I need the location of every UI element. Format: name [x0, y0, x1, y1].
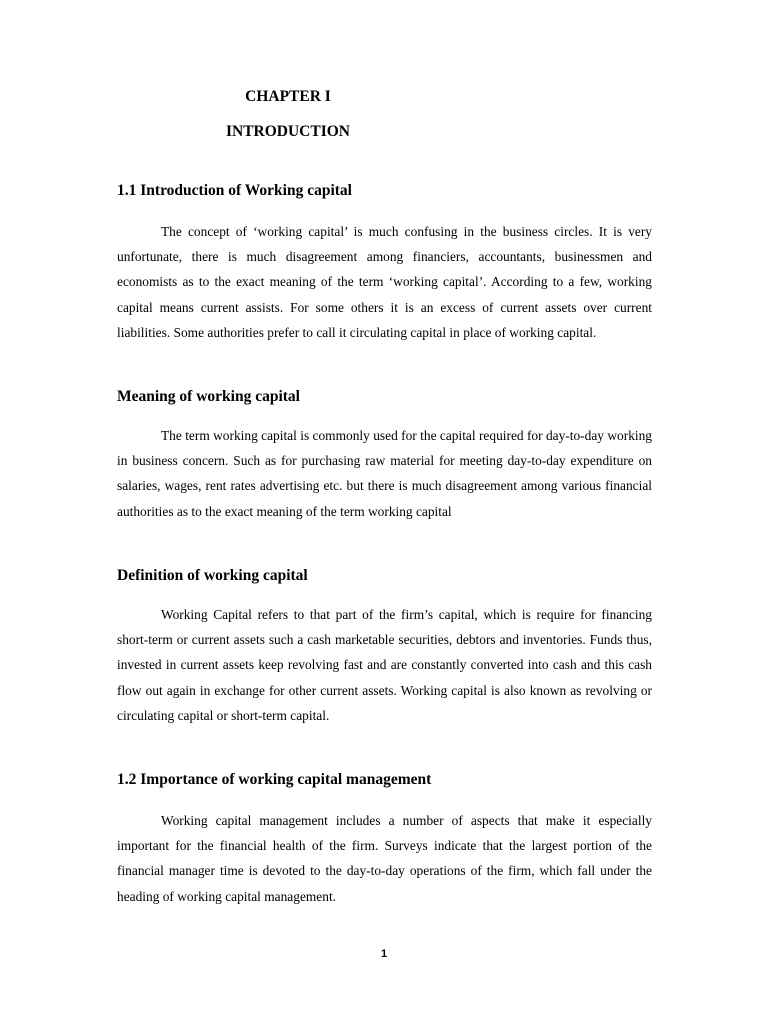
section-heading-meaning: Meaning of working capital: [117, 388, 300, 405]
section-paragraph-importance: Working capital management includes a number of aspects that make it especially important for the financial health of the firm. Surveys indicate that the largest portion of the financial manager time is devoted to the day-to-day operations of the firm, which fall under the heading of working capital management.: [117, 813, 652, 904]
section-paragraph-definition: Working Capital refers to that part of the firm’s capital, which is require for financing short-term or current assets such a cash marketable securities, debtors and inventories. Funds thus, invested in current assets keep revolving fast and are constantly converted into cash and this cash flow out again in exchange for other current assets. Working capital is also known as revolving or circulating capital or short-term capital.: [117, 607, 652, 723]
section-paragraph-meaning: The term working capital is commonly used for the capital required for day-to-day working in business concern. Such as for purchasing raw material for meeting day-to-day expenditure on salaries, wages, rent rates advertising etc. but there is much disagreement among various financial authorities as to the exact meaning of the term working capital: [117, 428, 652, 519]
page-number: 1: [380, 948, 388, 960]
section-heading-importance: 1.2 Importance of working capital management: [117, 771, 432, 788]
chapter-title: INTRODUCTION: [225, 123, 350, 140]
section-paragraph-introduction: The concept of ‘working capital’ is much confusing in the business circles. It is very unfortunate, there is much disagreement among financiers, accountants, businessmen and economists as to the exact meaning of the term ‘working capital’. According to a few, working capital means current assists. For some others it is an excess of current assets over current liabilities. Some authorities prefer to call it circulating capital in place of working capital.: [117, 224, 652, 340]
section-heading-introduction: 1.1 Introduction of Working capital: [117, 182, 352, 199]
section-heading-definition: Definition of working capital: [117, 567, 308, 584]
chapter-label: CHAPTER I: [245, 88, 331, 105]
